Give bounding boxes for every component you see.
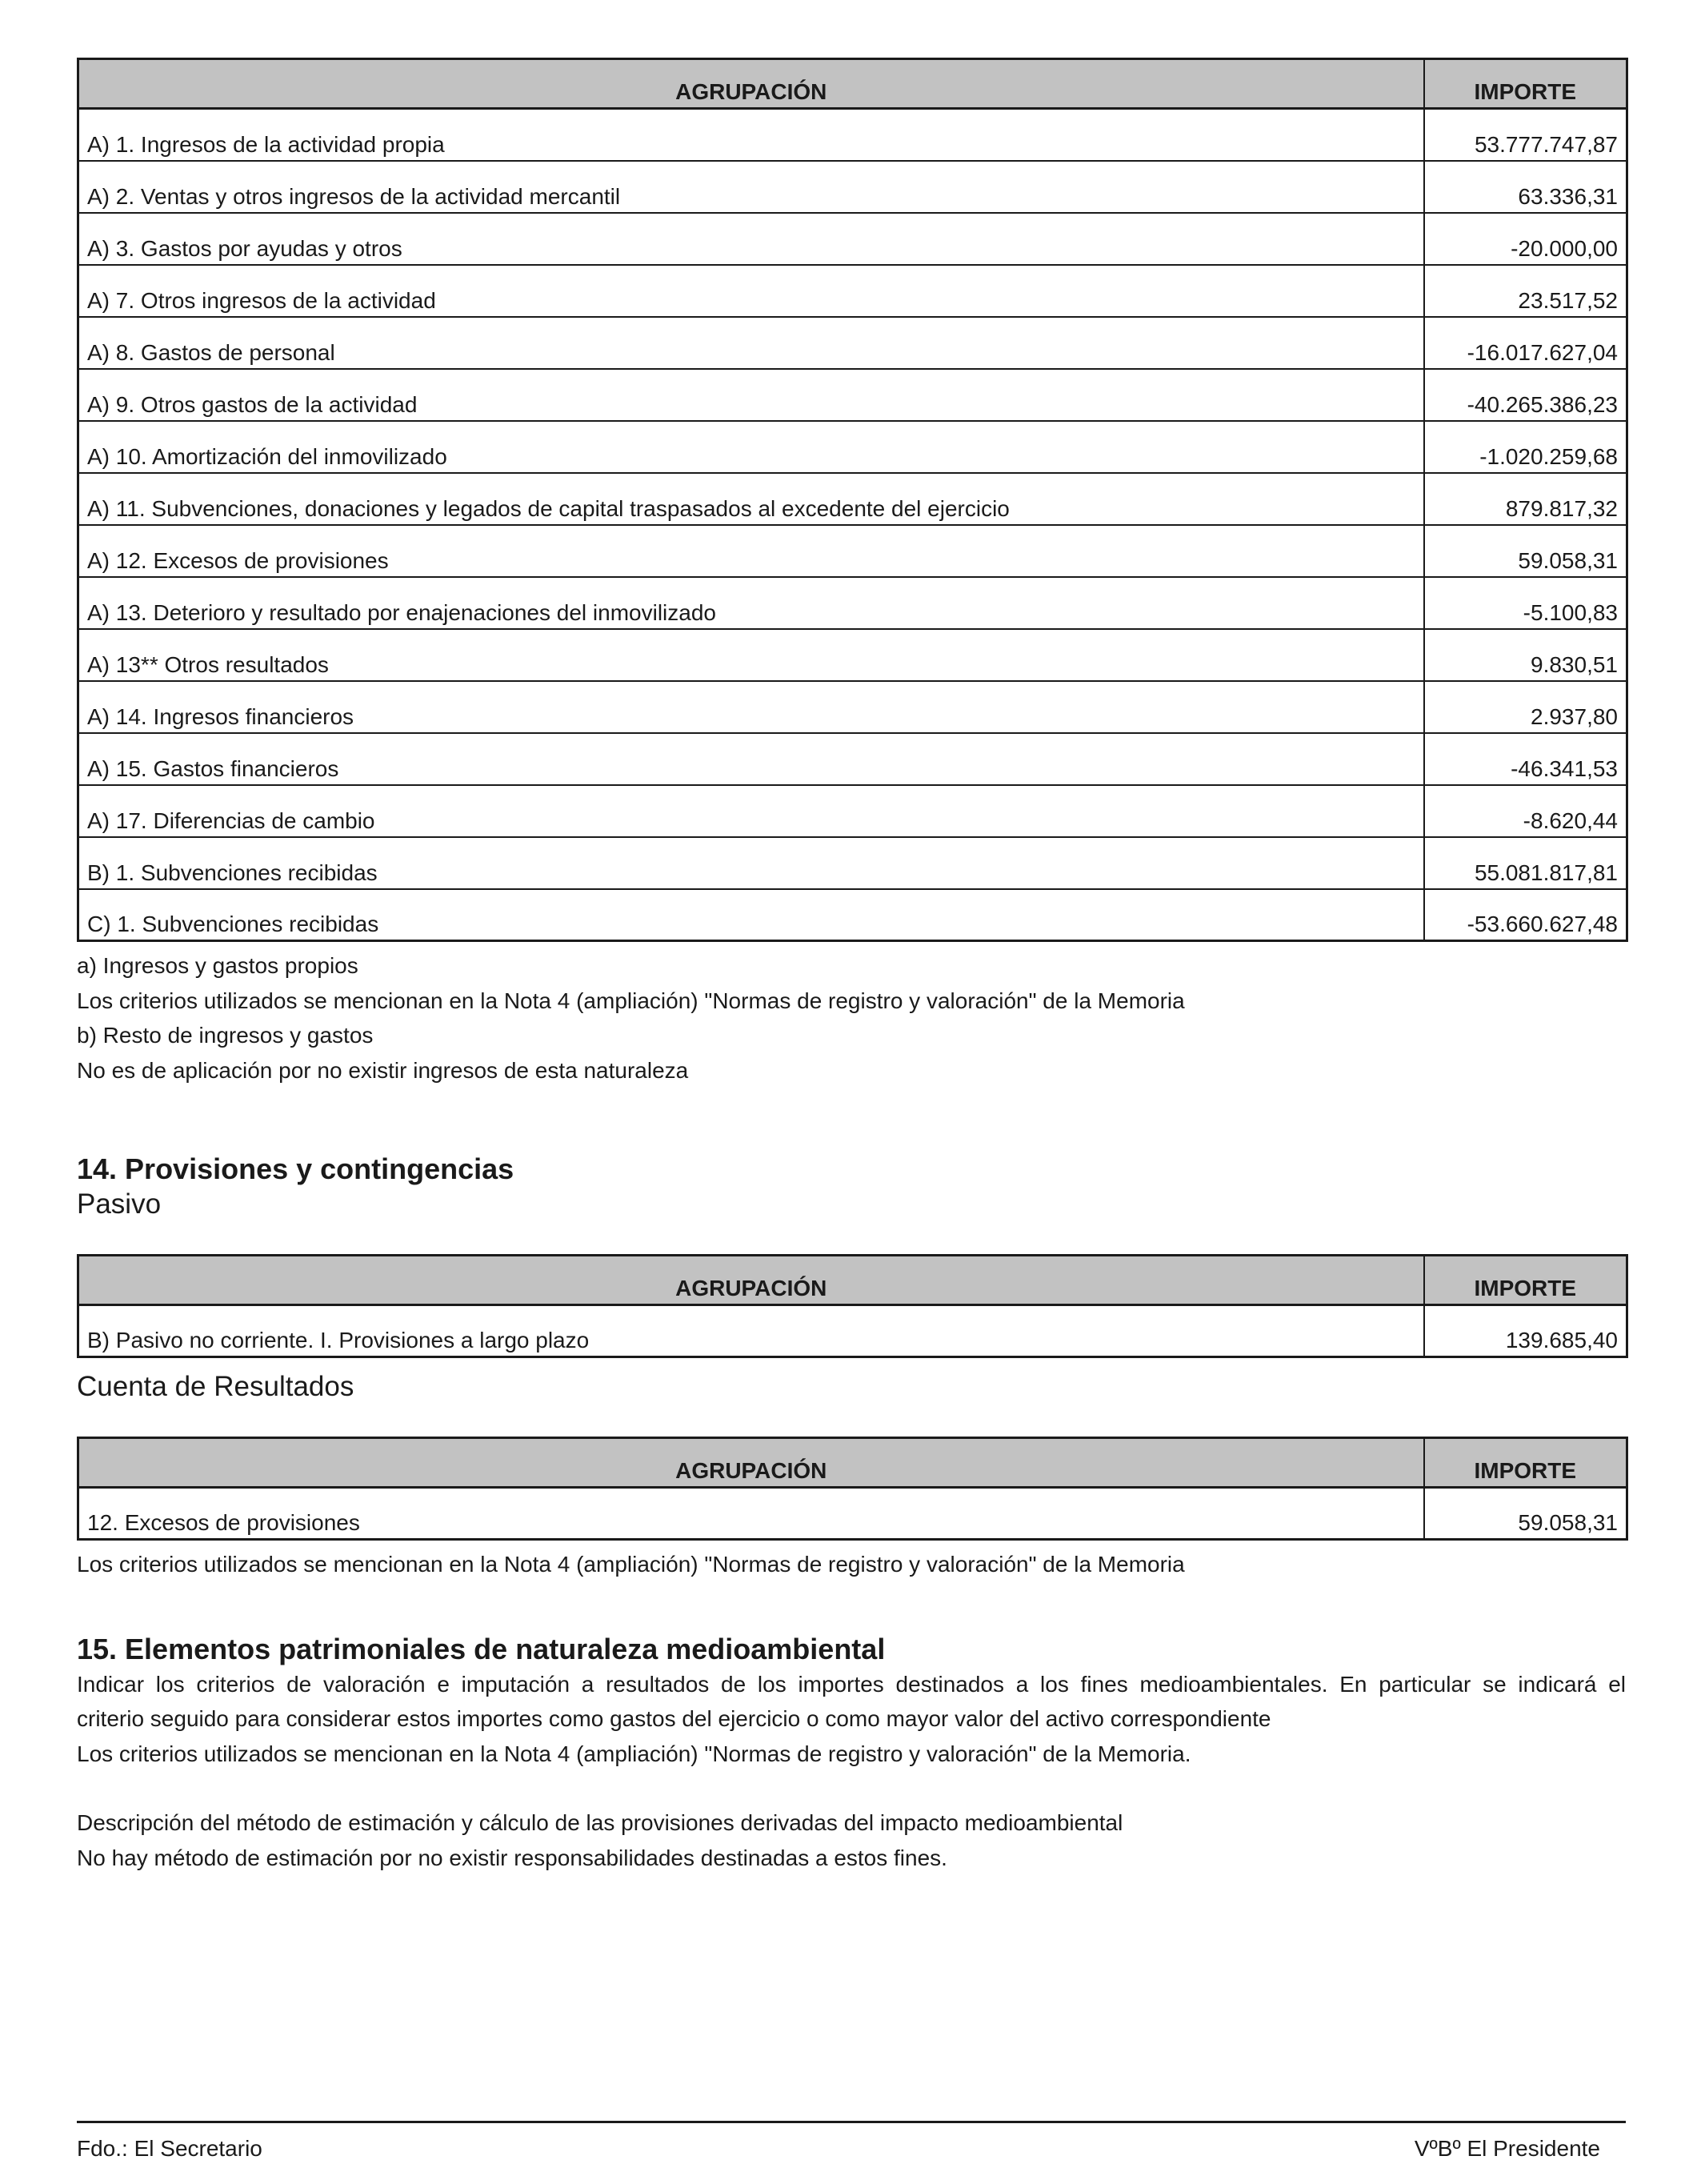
row-label: A) 13** Otros resultados bbox=[78, 629, 1424, 681]
pasivo-table bbox=[77, 1254, 1628, 1358]
row-label: A) 10. Amortización del inmovilizado bbox=[78, 421, 1424, 473]
row-value: 63.336,31 bbox=[1424, 161, 1627, 213]
row-value: -16.017.627,04 bbox=[1424, 317, 1627, 369]
document-page bbox=[77, 58, 1626, 1875]
presidente-signature-label: VºBº El Presidente bbox=[1414, 2136, 1600, 2161]
row-label: A) 7. Otros ingresos de la actividad bbox=[78, 265, 1424, 317]
table-row bbox=[78, 733, 1627, 785]
row-value: -5.100,83 bbox=[1424, 577, 1627, 629]
table-row bbox=[78, 1488, 1627, 1540]
table-row bbox=[78, 1305, 1627, 1357]
row-label: A) 9. Otros gastos de la actividad bbox=[78, 369, 1424, 421]
table-notes bbox=[77, 948, 1626, 1088]
row-value: 23.517,52 bbox=[1424, 265, 1627, 317]
table-row bbox=[78, 525, 1627, 577]
cuenta-resultados-label: Cuenta de Resultados bbox=[77, 1371, 354, 1402]
row-value: 53.777.747,87 bbox=[1424, 109, 1627, 161]
section-15-no-metodo: No hay método de estimación por no existir responsabilidades destinadas a estos fines. bbox=[77, 1845, 947, 1870]
secretario-signature-label: Fdo.: El Secretario bbox=[77, 2136, 262, 2161]
header-agrupacion: AGRUPACIÓN bbox=[78, 1438, 1424, 1488]
row-value: 59.058,31 bbox=[1424, 525, 1627, 577]
row-label: B) Pasivo no corriente. I. Provisiones a largo plazo bbox=[78, 1305, 1424, 1357]
section-15-title: 15. Elementos patrimoniales de naturaleza medioambiental bbox=[77, 1632, 886, 1665]
row-label: B) 1. Subvenciones recibidas bbox=[78, 837, 1424, 889]
row-value: 879.817,32 bbox=[1424, 473, 1627, 525]
table-row bbox=[78, 109, 1627, 161]
row-label: A) 14. Ingresos financieros bbox=[78, 681, 1424, 733]
table-row bbox=[78, 577, 1627, 629]
section-15-criterios: Los criterios utilizados se mencionan en la Nota 4 (ampliación) "Normas de registro y valoración" de la Memoria. bbox=[77, 1741, 1191, 1766]
row-value: 139.685,40 bbox=[1424, 1305, 1627, 1357]
table-row bbox=[78, 369, 1627, 421]
section-15-paragraph-line-1: Indicar los criterios de valoración e imputación a resultados de los importes destinados a los fines medioambientales. En particular se indicará el bbox=[77, 1671, 1626, 1697]
row-label: A) 1. Ingresos de la actividad propia bbox=[78, 109, 1424, 161]
row-value: -1.020.259,68 bbox=[1424, 421, 1627, 473]
row-label: A) 3. Gastos por ayudas y otros bbox=[78, 213, 1424, 265]
note-line: No es de aplicación por no existir ingresos de esta naturaleza bbox=[77, 1057, 689, 1083]
income-expense-table bbox=[77, 58, 1628, 942]
table-row bbox=[78, 837, 1627, 889]
header-importe: IMPORTE bbox=[1424, 1256, 1627, 1305]
row-value: -20.000,00 bbox=[1424, 213, 1627, 265]
note-line: b) Resto de ingresos y gastos bbox=[77, 1023, 374, 1048]
row-label: 12. Excesos de provisiones bbox=[78, 1488, 1424, 1540]
resultados-table bbox=[77, 1437, 1628, 1541]
table-row bbox=[78, 681, 1627, 733]
table-row bbox=[78, 213, 1627, 265]
table-header-row bbox=[78, 1256, 1627, 1305]
row-label: A) 2. Ventas y otros ingresos de la actividad mercantil bbox=[78, 161, 1424, 213]
pasivo-label: Pasivo bbox=[77, 1188, 162, 1220]
header-importe: IMPORTE bbox=[1424, 1438, 1627, 1488]
row-value: 59.058,31 bbox=[1424, 1488, 1627, 1540]
signature-footer bbox=[77, 2121, 1626, 2161]
row-label: A) 13. Deterioro y resultado por enajenaciones del inmovilizado bbox=[78, 577, 1424, 629]
table-row bbox=[78, 785, 1627, 837]
table-header-row bbox=[78, 59, 1627, 109]
header-importe: IMPORTE bbox=[1424, 59, 1627, 109]
row-label: C) 1. Subvenciones recibidas bbox=[78, 889, 1424, 941]
section-14-note: Los criterios utilizados se mencionan en la Nota 4 (ampliación) "Normas de registro y valoración" de la Memoria bbox=[77, 1552, 1185, 1577]
row-value: -46.341,53 bbox=[1424, 733, 1627, 785]
row-value: -40.265.386,23 bbox=[1424, 369, 1627, 421]
row-value: 55.081.817,81 bbox=[1424, 837, 1627, 889]
row-label: A) 12. Excesos de provisiones bbox=[78, 525, 1424, 577]
row-value: -53.660.627,48 bbox=[1424, 889, 1627, 941]
table-row bbox=[78, 265, 1627, 317]
header-agrupacion: AGRUPACIÓN bbox=[78, 59, 1424, 109]
row-label: A) 11. Subvenciones, donaciones y legados de capital traspasados al excedente del ejercicio bbox=[78, 473, 1424, 525]
note-line: Los criterios utilizados se mencionan en la Nota 4 (ampliación) "Normas de registro y valoración" de la Memoria bbox=[77, 988, 1185, 1013]
row-label: A) 15. Gastos financieros bbox=[78, 733, 1424, 785]
row-value: 2.937,80 bbox=[1424, 681, 1627, 733]
section-15-paragraph-line-2: criterio seguido para considerar estos importes como gastos del ejercicio o como mayor valor del activo correspondiente bbox=[77, 1706, 1271, 1731]
row-label: A) 17. Diferencias de cambio bbox=[78, 785, 1424, 837]
row-value: -8.620,44 bbox=[1424, 785, 1627, 837]
section-15-descripcion: Descripción del método de estimación y cálculo de las provisiones derivadas del impacto medioambiental bbox=[77, 1810, 1123, 1835]
table-row bbox=[78, 421, 1627, 473]
table-row bbox=[78, 629, 1627, 681]
section-14-title: 14. Provisiones y contingencias bbox=[77, 1152, 514, 1185]
row-value: 9.830,51 bbox=[1424, 629, 1627, 681]
note-line: a) Ingresos y gastos propios bbox=[77, 953, 358, 978]
table-row bbox=[78, 889, 1627, 941]
row-label: A) 8. Gastos de personal bbox=[78, 317, 1424, 369]
table-row bbox=[78, 161, 1627, 213]
table-header-row bbox=[78, 1438, 1627, 1488]
header-agrupacion: AGRUPACIÓN bbox=[78, 1256, 1424, 1305]
table-row bbox=[78, 317, 1627, 369]
table-row bbox=[78, 473, 1627, 525]
